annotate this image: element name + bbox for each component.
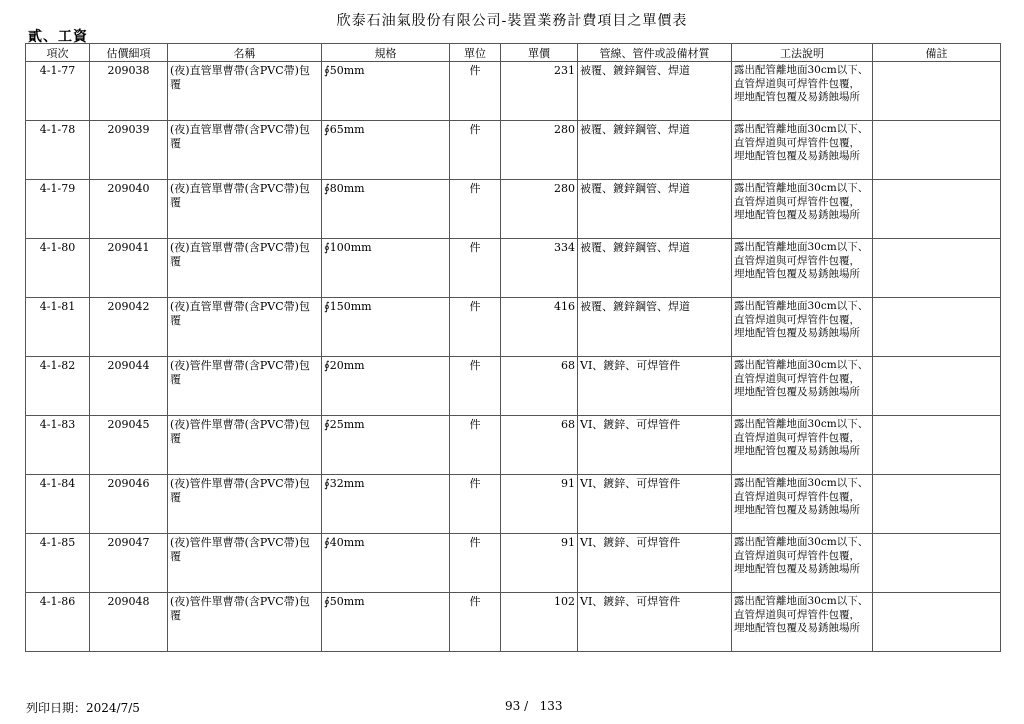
header-method: 工法說明	[732, 44, 873, 62]
cell-note	[873, 239, 1001, 298]
cell-name: (夜)管件單曹帶(含PVC帶)包覆	[168, 593, 322, 652]
header-name: 名稱	[168, 44, 322, 62]
header-price: 單價	[501, 44, 578, 62]
cell-unit: 件	[450, 298, 501, 357]
cell-spec: ∮150mm	[322, 298, 450, 357]
cell-price: 91	[501, 534, 578, 593]
header-material: 管線、管件或設備材質	[578, 44, 732, 62]
cell-price: 68	[501, 416, 578, 475]
cell-material: 被覆、鍍鋅鋼管、焊道	[578, 298, 732, 357]
cell-item: 4-1-81	[26, 298, 90, 357]
cell-material: VI、鍍鋅、可焊管件	[578, 534, 732, 593]
cell-item: 4-1-86	[26, 593, 90, 652]
cell-method: 露出配管離地面30cm以下、直管焊道與可焊管件包覆，埋地配管包覆及易銹蝕場所	[732, 121, 873, 180]
cell-name: (夜)直管單曹帶(含PVC帶)包覆	[168, 62, 322, 121]
cell-note	[873, 534, 1001, 593]
table-row	[26, 357, 1001, 416]
cell-name: (夜)管件單曹帶(含PVC帶)包覆	[168, 534, 322, 593]
section-title: 貳、工資	[28, 29, 88, 45]
table-row	[26, 239, 1001, 298]
cell-method: 露出配管離地面30cm以下、直管焊道與可焊管件包覆，埋地配管包覆及易銹蝕場所	[732, 357, 873, 416]
cell-code: 209048	[90, 593, 168, 652]
header-item: 項次	[26, 44, 90, 62]
cell-price: 102	[501, 593, 578, 652]
cell-material: 被覆、鍍鋅鋼管、焊道	[578, 239, 732, 298]
cell-note	[873, 593, 1001, 652]
cell-spec: ∮50mm	[322, 62, 450, 121]
cell-price: 231	[501, 62, 578, 121]
cell-item: 4-1-84	[26, 475, 90, 534]
cell-note	[873, 357, 1001, 416]
cell-unit: 件	[450, 416, 501, 475]
cell-name: (夜)直管單曹帶(含PVC帶)包覆	[168, 121, 322, 180]
cell-item: 4-1-83	[26, 416, 90, 475]
cell-unit: 件	[450, 357, 501, 416]
cell-note	[873, 298, 1001, 357]
print-date: 列印日期：2024/7/5	[26, 701, 140, 715]
cell-note	[873, 475, 1001, 534]
cell-method: 露出配管離地面30cm以下、直管焊道與可焊管件包覆，埋地配管包覆及易銹蝕場所	[732, 534, 873, 593]
table-row	[26, 416, 1001, 475]
cell-price: 91	[501, 475, 578, 534]
cell-unit: 件	[450, 121, 501, 180]
cell-note	[873, 416, 1001, 475]
cell-name: (夜)直管單曹帶(含PVC帶)包覆	[168, 239, 322, 298]
header-code: 估價細項	[90, 44, 168, 62]
price-table	[25, 43, 1001, 652]
cell-code: 209044	[90, 357, 168, 416]
cell-price: 416	[501, 298, 578, 357]
cell-code: 209040	[90, 180, 168, 239]
cell-note	[873, 121, 1001, 180]
cell-name: (夜)管件單曹帶(含PVC帶)包覆	[168, 416, 322, 475]
cell-material: VI、鍍鋅、可焊管件	[578, 416, 732, 475]
document-title: 欣泰石油氣股份有限公司-裝置業務計費項目之單價表	[336, 13, 688, 29]
cell-unit: 件	[450, 180, 501, 239]
cell-spec: ∮65mm	[322, 121, 450, 180]
cell-method: 露出配管離地面30cm以下、直管焊道與可焊管件包覆，埋地配管包覆及易銹蝕場所	[732, 180, 873, 239]
cell-name: (夜)直管單曹帶(含PVC帶)包覆	[168, 298, 322, 357]
cell-item: 4-1-79	[26, 180, 90, 239]
cell-method: 露出配管離地面30cm以下、直管焊道與可焊管件包覆，埋地配管包覆及易銹蝕場所	[732, 593, 873, 652]
cell-note	[873, 62, 1001, 121]
cell-item: 4-1-77	[26, 62, 90, 121]
cell-code: 209045	[90, 416, 168, 475]
table-row	[26, 62, 1001, 121]
cell-code: 209046	[90, 475, 168, 534]
cell-item: 4-1-80	[26, 239, 90, 298]
cell-spec: ∮50mm	[322, 593, 450, 652]
cell-spec: ∮80mm	[322, 180, 450, 239]
cell-method: 露出配管離地面30cm以下、直管焊道與可焊管件包覆，埋地配管包覆及易銹蝕場所	[732, 416, 873, 475]
cell-method: 露出配管離地面30cm以下、直管焊道與可焊管件包覆，埋地配管包覆及易銹蝕場所	[732, 239, 873, 298]
table-header-row	[26, 44, 1001, 62]
cell-spec: ∮40mm	[322, 534, 450, 593]
table-body	[26, 62, 1001, 652]
cell-name: (夜)管件單曹帶(含PVC帶)包覆	[168, 475, 322, 534]
cell-name: (夜)直管單曹帶(含PVC帶)包覆	[168, 180, 322, 239]
cell-spec: ∮100mm	[322, 239, 450, 298]
cell-code: 209039	[90, 121, 168, 180]
table-row	[26, 121, 1001, 180]
cell-price: 334	[501, 239, 578, 298]
cell-note	[873, 180, 1001, 239]
cell-unit: 件	[450, 62, 501, 121]
cell-material: VI、鍍鋅、可焊管件	[578, 475, 732, 534]
cell-spec: ∮20mm	[322, 357, 450, 416]
cell-material: VI、鍍鋅、可焊管件	[578, 357, 732, 416]
cell-price: 280	[501, 121, 578, 180]
cell-unit: 件	[450, 593, 501, 652]
cell-material: 被覆、鍍鋅鋼管、焊道	[578, 180, 732, 239]
table-row	[26, 298, 1001, 357]
cell-spec: ∮32mm	[322, 475, 450, 534]
cell-unit: 件	[450, 534, 501, 593]
cell-material: 被覆、鍍鋅鋼管、焊道	[578, 62, 732, 121]
cell-code: 209038	[90, 62, 168, 121]
cell-price: 280	[501, 180, 578, 239]
cell-name: (夜)管件單曹帶(含PVC帶)包覆	[168, 357, 322, 416]
header-unit: 單位	[450, 44, 501, 62]
cell-code: 209041	[90, 239, 168, 298]
cell-item: 4-1-85	[26, 534, 90, 593]
header-note: 備註	[873, 44, 1001, 62]
cell-item: 4-1-82	[26, 357, 90, 416]
cell-unit: 件	[450, 475, 501, 534]
table-row	[26, 534, 1001, 593]
cell-method: 露出配管離地面30cm以下、直管焊道與可焊管件包覆，埋地配管包覆及易銹蝕場所	[732, 475, 873, 534]
page-number: 93 / 133	[505, 699, 563, 713]
cell-material: 被覆、鍍鋅鋼管、焊道	[578, 121, 732, 180]
cell-item: 4-1-78	[26, 121, 90, 180]
table-row	[26, 475, 1001, 534]
cell-method: 露出配管離地面30cm以下、直管焊道與可焊管件包覆，埋地配管包覆及易銹蝕場所	[732, 62, 873, 121]
cell-price: 68	[501, 357, 578, 416]
cell-code: 209047	[90, 534, 168, 593]
cell-spec: ∮25mm	[322, 416, 450, 475]
header-spec: 規格	[322, 44, 450, 62]
cell-material: VI、鍍鋅、可焊管件	[578, 593, 732, 652]
table-row	[26, 593, 1001, 652]
cell-code: 209042	[90, 298, 168, 357]
cell-unit: 件	[450, 239, 501, 298]
cell-method: 露出配管離地面30cm以下、直管焊道與可焊管件包覆，埋地配管包覆及易銹蝕場所	[732, 298, 873, 357]
table-row	[26, 180, 1001, 239]
